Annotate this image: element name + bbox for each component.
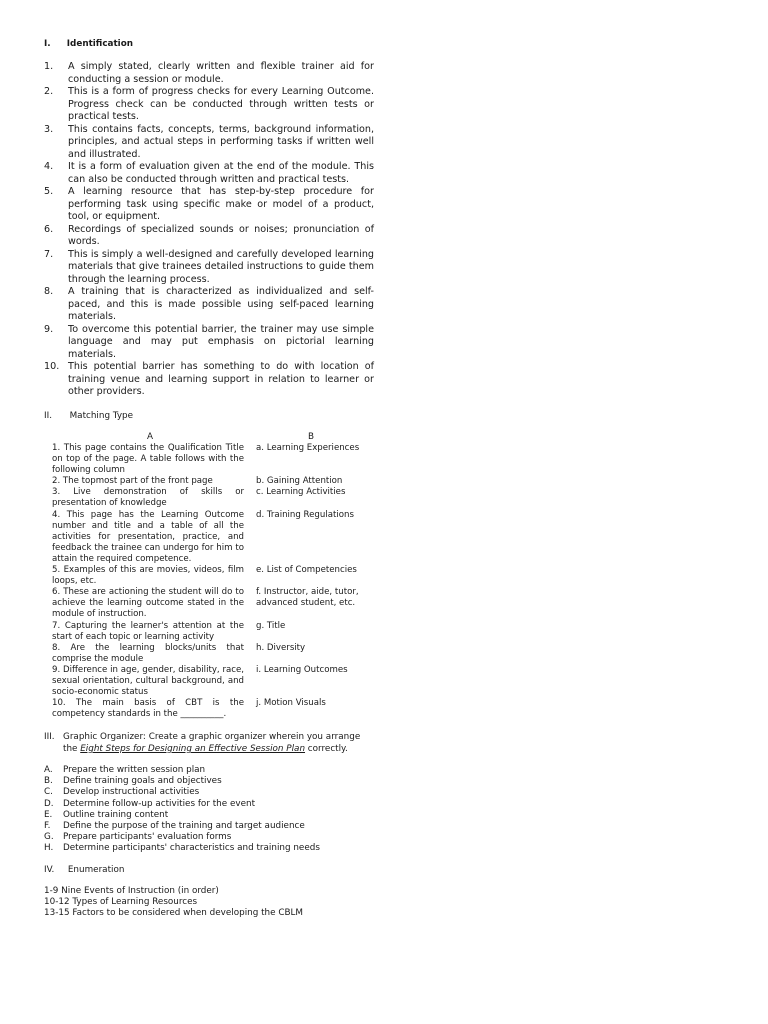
session-plan-step xyxy=(44,776,320,787)
step-text: Determine follow-up activities for the event xyxy=(63,798,256,809)
item-number: 7. xyxy=(44,248,54,260)
step-text: Define the purpose of the training and target audience xyxy=(63,821,305,832)
column-a-item: 10. The main basis of CBT is the competency standards in the __________. xyxy=(52,698,244,720)
session-plan-steps-list xyxy=(44,765,320,855)
item-number: 10. xyxy=(44,361,60,372)
enumeration-text: Types of Learning Resources xyxy=(72,897,198,908)
session-plan-step xyxy=(44,843,320,854)
item-number: 1. xyxy=(44,61,54,72)
section-matching-heading xyxy=(44,410,133,422)
section-identification-heading xyxy=(44,38,133,50)
identification-item xyxy=(44,61,374,86)
step-text: Determine participants' characteristics and training needs xyxy=(63,843,320,854)
session-plan-step xyxy=(44,810,320,821)
item-number: 8. xyxy=(44,286,54,297)
matching-row xyxy=(52,443,370,476)
enumeration-range: 10-12 xyxy=(44,897,70,908)
column-a-item: 7. Capturing the learner's attention at the start of each topic or learning activity xyxy=(52,620,244,642)
enumeration-range: 1-9 xyxy=(44,886,59,896)
matching-row xyxy=(52,621,370,643)
column-a-item: 2. The topmost part of the front page xyxy=(52,476,213,487)
section-title: Identification xyxy=(66,39,133,49)
column-b-item: a. Learning Experiences xyxy=(256,443,360,453)
section-numeral: II. xyxy=(44,411,52,421)
session-plan-step xyxy=(44,787,320,798)
section-enumeration-heading xyxy=(44,864,124,876)
enumeration-text: Factors to be considered when developing the CBLM xyxy=(72,908,303,919)
emphasized-title: Eight Steps for Designing an Effective Session Plan xyxy=(80,744,306,754)
column-b-header: B xyxy=(308,432,315,442)
enumeration-item xyxy=(44,908,303,919)
step-text: Prepare participants' evaluation forms xyxy=(63,832,232,843)
step-letter: D. xyxy=(44,798,54,809)
step-letter: C. xyxy=(44,787,53,798)
session-plan-step xyxy=(44,765,320,776)
column-a-item: 5. Examples of this are movies, videos, film loops, etc. xyxy=(52,565,244,587)
step-letter: H. xyxy=(44,843,54,854)
enumeration-list xyxy=(44,886,303,920)
identification-item xyxy=(44,186,374,224)
item-number: 2. xyxy=(44,86,54,97)
column-b-item: i. Learning Outcomes xyxy=(256,664,348,675)
item-text: It is a form of evaluation given at the end of the module. This can also be conducted through written and practical tests. xyxy=(68,161,374,185)
item-number: 3. xyxy=(44,123,54,135)
step-letter: B. xyxy=(44,776,53,787)
identification-item xyxy=(44,161,374,186)
column-a-item: 6. These are actioning the student will do to achieve the learning outcome stated in the module of instruction. xyxy=(52,587,244,620)
item-number: 9. xyxy=(44,323,54,335)
item-text: Recordings of specialized sounds or noises; pronunciation of words. xyxy=(68,223,374,247)
item-text: This potential barrier has something to do with location of training venue and learning support in relation to learner or other providers. xyxy=(68,361,374,397)
column-a-item: 4. This page has the Learning Outcome number and title and a table of all the activities for presentation, practice, and feedback the trainee can undergo for him to attain the required competence. xyxy=(52,509,244,564)
section-title: Enumeration xyxy=(67,865,125,875)
column-a-item: 9. Difference in age, gender, disability, race, sexual orientation, cultural background, and socio-economic status xyxy=(52,664,244,698)
item-number: 4. xyxy=(44,161,54,172)
step-text: Prepare the written session plan xyxy=(63,765,206,775)
item-text: This contains facts, concepts, terms, background information, principles, and actual steps in performing tasks if written well and illustrated. xyxy=(68,123,374,160)
step-letter: F. xyxy=(44,821,51,832)
section-numeral: I. xyxy=(44,39,51,49)
section-numeral: IV. xyxy=(44,865,55,875)
matching-row xyxy=(52,476,370,487)
column-b-item: d. Training Regulations xyxy=(256,509,354,520)
identification-item xyxy=(44,86,374,124)
step-text: Develop instructional activities xyxy=(63,787,200,798)
item-number: 5. xyxy=(44,186,54,197)
item-text: To overcome this potential barrier, the trainer may use simple language and may put emphasis on pictorial learning materials. xyxy=(68,323,374,360)
column-b-item: b. Gaining Attention xyxy=(256,476,343,487)
identification-item xyxy=(44,224,374,249)
matching-row xyxy=(52,587,370,620)
column-b-item: c. Learning Activities xyxy=(256,487,346,498)
instruction-text-end: correctly. xyxy=(305,744,348,754)
instruction-text: Graphic Organizer: Create a graphic organizer wherein you arrange the xyxy=(63,732,361,754)
item-text: This is simply a well-designed and carefully developed learning materials that give trainees detailed instructions to guide them through the learning process. xyxy=(68,248,374,285)
matching-row xyxy=(52,510,370,565)
column-b-item: e. List of Competencies xyxy=(256,565,357,576)
identification-item xyxy=(44,249,374,287)
item-text: A learning resource that has step-by-step procedure for performing task using specific make or model of a product, tool, or equipment. xyxy=(68,186,374,222)
column-a-item: 8. Are the learning blocks/units that comprise the module xyxy=(52,642,244,664)
identification-list xyxy=(44,61,374,399)
section-numeral: III. xyxy=(44,732,55,742)
column-a-item: 1. This page contains the Qualification Title on top of the page. A table follows with the following column xyxy=(52,443,244,476)
graphic-organizer-instructions xyxy=(44,731,374,755)
column-a-item: 3. Live demonstration of skills or presentation of knowledge xyxy=(52,487,244,509)
section-title: Matching Type xyxy=(69,411,134,421)
step-letter: A. xyxy=(44,765,53,775)
step-letter: E. xyxy=(44,809,53,820)
column-b-item: g. Title xyxy=(256,620,286,631)
column-b-item: f. Instructor, aide, tutor, advanced student, etc. xyxy=(256,587,359,609)
enumeration-item xyxy=(44,886,303,897)
matching-row xyxy=(52,698,370,720)
step-letter: G. xyxy=(44,832,54,843)
item-number: 6. xyxy=(44,223,54,235)
item-text: This is a form of progress checks for every Learning Outcome. Progress check can be conducted through written tests or practical tests. xyxy=(68,86,374,122)
enumeration-item xyxy=(44,897,303,908)
step-text: Define training goals and objectives xyxy=(63,776,222,787)
column-b-item: h. Diversity xyxy=(256,642,306,653)
matching-row xyxy=(52,665,370,698)
session-plan-step xyxy=(44,832,320,843)
column-a-header: A xyxy=(147,432,154,442)
identification-item xyxy=(44,286,374,324)
matching-row xyxy=(52,643,370,665)
enumeration-range: 13-15 xyxy=(44,908,70,919)
identification-item xyxy=(44,324,374,362)
item-text: A training that is characterized as individualized and self-paced, and this is made possible using self-paced learning materials. xyxy=(68,286,374,322)
item-text: A simply stated, clearly written and flexible trainer aid for conducting a session or module. xyxy=(68,61,374,85)
matching-table xyxy=(52,443,370,720)
session-plan-step xyxy=(44,821,320,832)
identification-item xyxy=(44,361,374,399)
identification-item xyxy=(44,124,374,162)
enumeration-text: Nine Events of Instruction (in order) xyxy=(61,886,219,896)
session-plan-step xyxy=(44,799,320,810)
matching-row xyxy=(52,487,370,509)
column-b-item: j. Motion Visuals xyxy=(256,698,326,709)
step-text: Outline training content xyxy=(63,809,169,820)
matching-row xyxy=(52,565,370,587)
